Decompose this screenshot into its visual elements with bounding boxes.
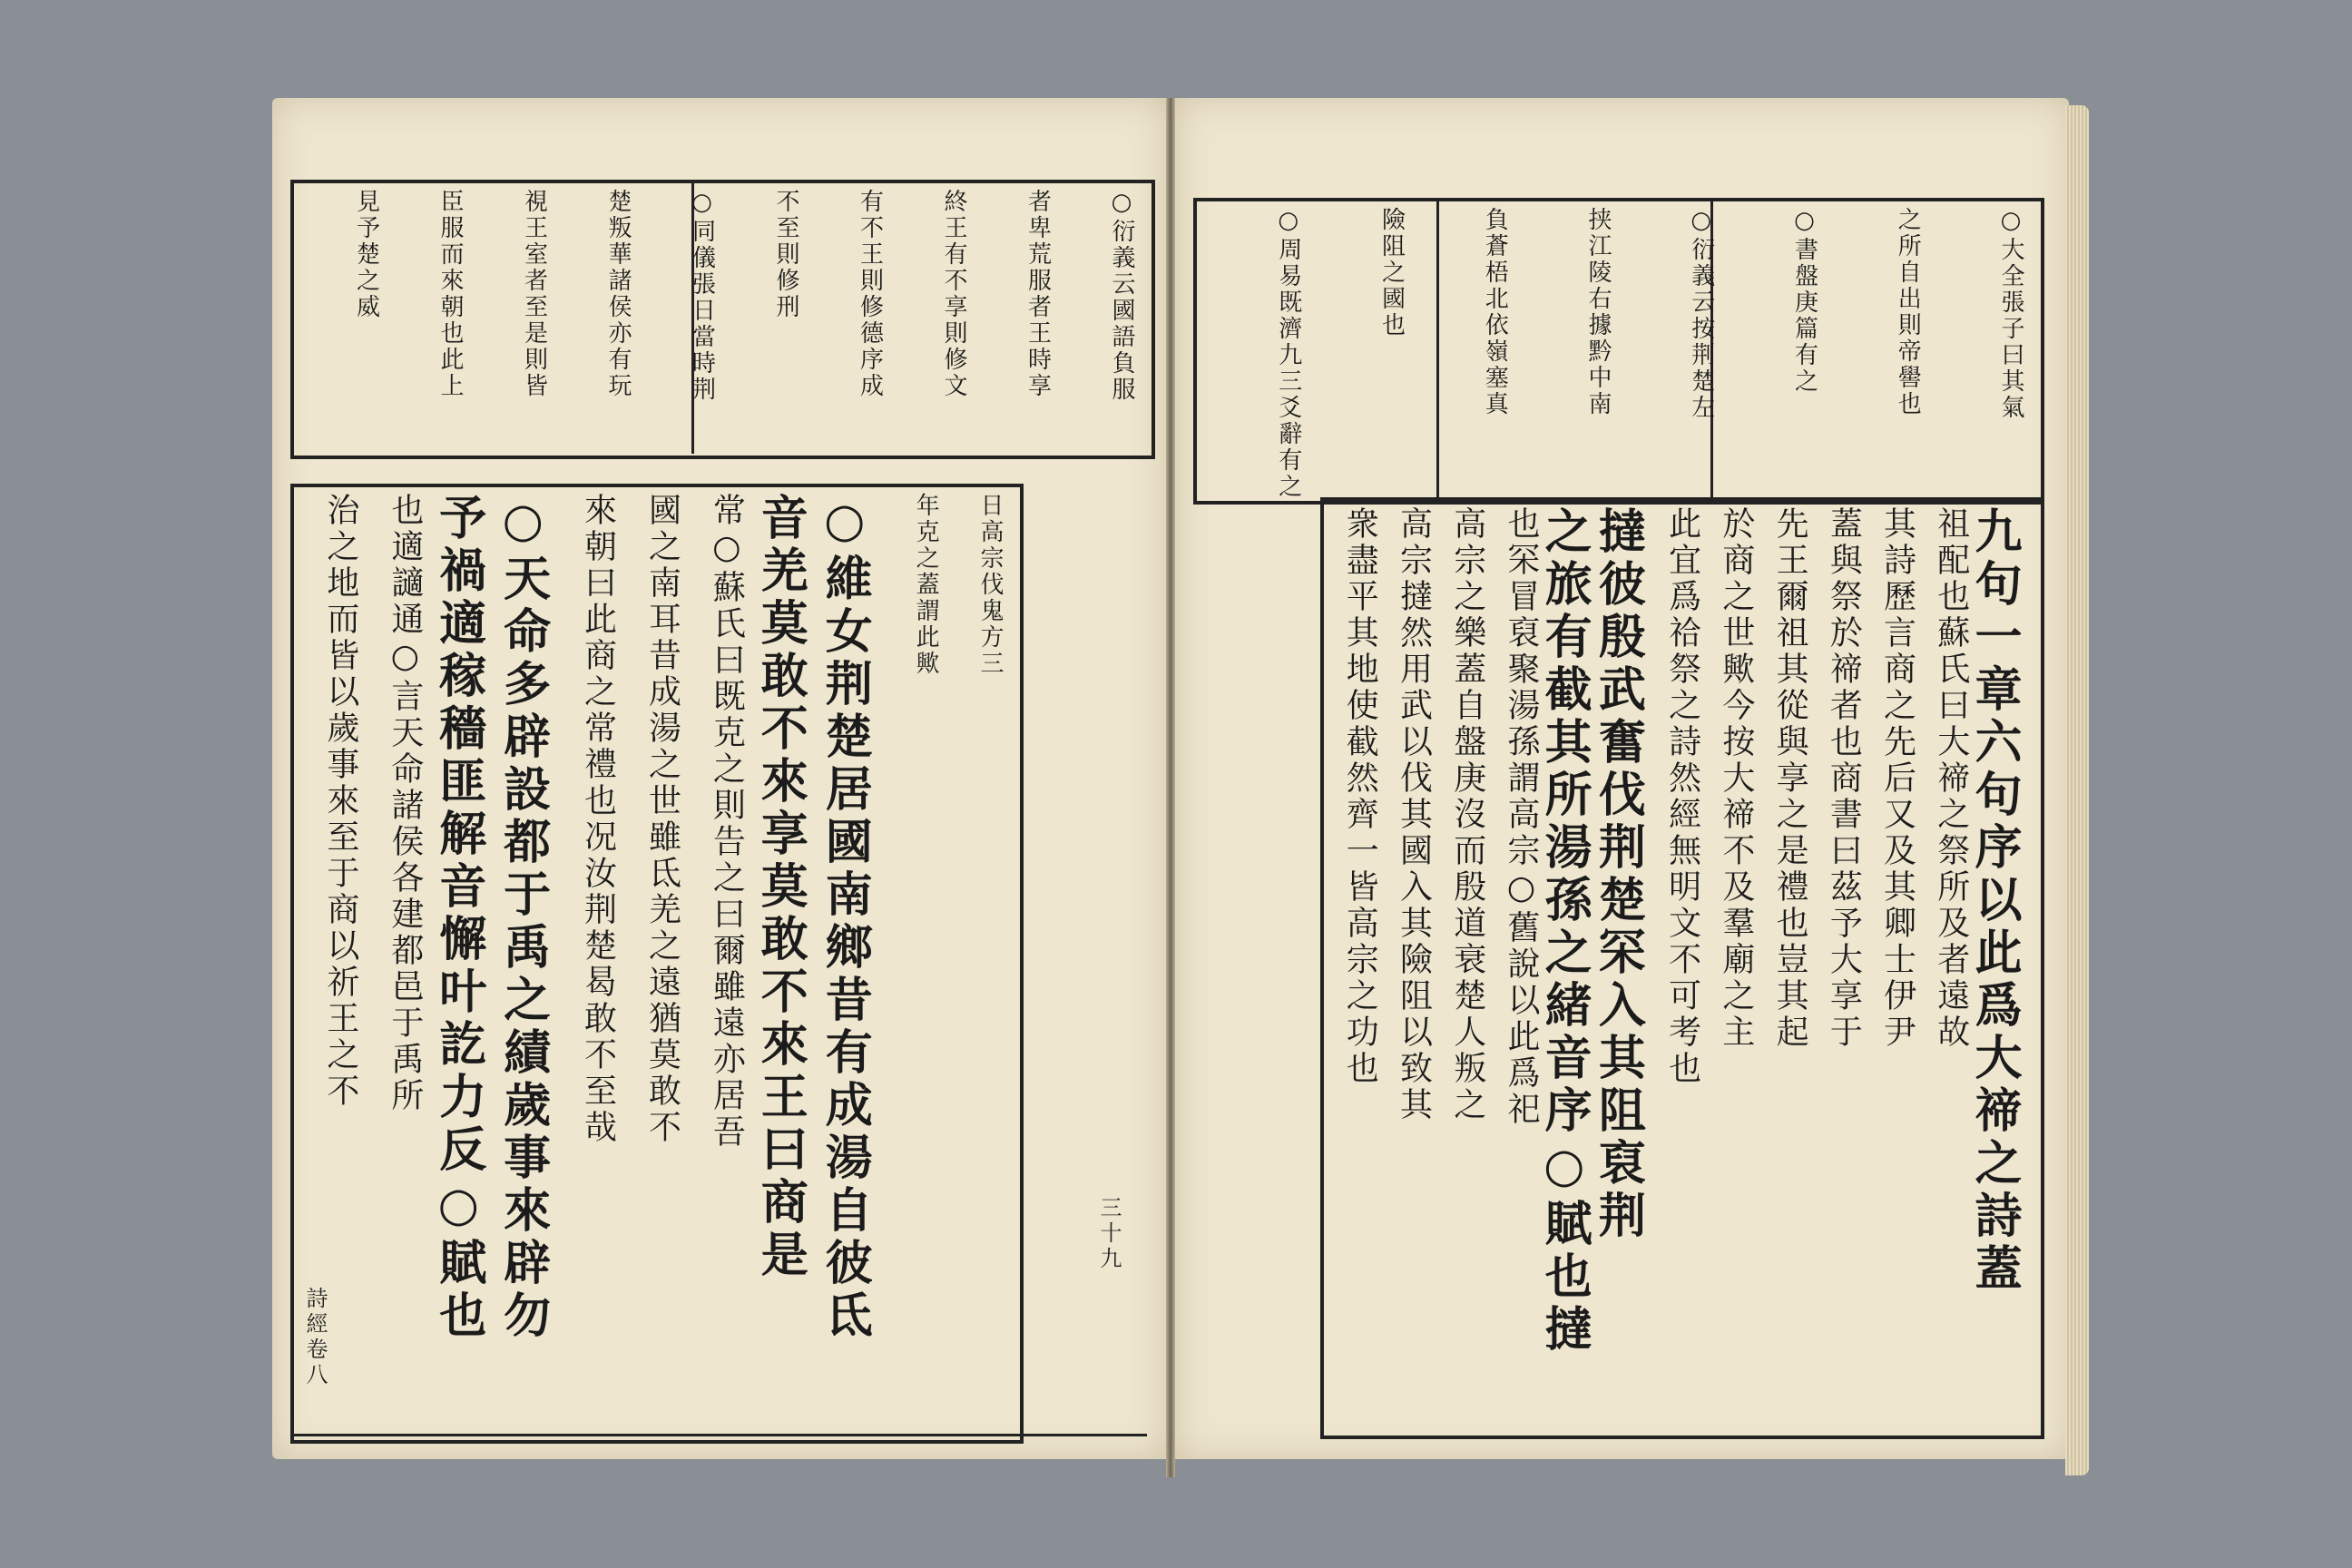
text-column: 來朝曰此商之常禮也况汝荆楚曷敢不至哉 — [579, 493, 617, 1146]
right-lower-text — [1329, 506, 2028, 1423]
text-column: ○書盤庚篇有之 — [1790, 207, 1818, 395]
text-column: 先王爾祖其從與享之是禮也豈其起 — [1771, 506, 1809, 1051]
text-column: 音羌莫敢不來享莫敢不來王曰商是 — [752, 493, 808, 1282]
open-book — [272, 98, 2069, 1486]
text-column: 年克之蓋謂此歟 — [912, 493, 940, 677]
text-column: 險阻之國也 — [1377, 207, 1406, 338]
text-column: 也罙冒裒聚湯孫謂高宗○舊說以此爲祀 — [1502, 506, 1540, 1128]
book-gutter — [1166, 98, 1175, 1477]
text-column: 此宜爲祫祭之詩然經無明文不可考也 — [1663, 506, 1701, 1087]
left-footer-page: 三十九 — [1096, 1196, 1122, 1272]
text-column: ○周易既濟九三爻辭有之 — [1274, 207, 1302, 500]
left-upper-notes — [299, 189, 1139, 447]
text-column: 高宗撻然用武以伐其國入其險阻以致其 — [1395, 506, 1433, 1123]
text-column: 負蒼梧北依嶺塞真 — [1481, 207, 1509, 417]
text-column: 之旅有截其所湯孫之緒音序○賦也撻 — [1536, 506, 1592, 1357]
text-column: 其詩歷言商之先后又及其卿士伊尹 — [1878, 506, 1916, 1051]
right-upper-notes — [1202, 207, 2028, 500]
text-column: 國之南耳昔成湯之世雖氐羌之遠猶莫敢不 — [643, 493, 681, 1146]
page-edges — [2065, 105, 2089, 1475]
right-page — [1175, 98, 2069, 1459]
text-column: 於商之世歟今按大禘不及羣廟之主 — [1717, 506, 1755, 1051]
text-column: 予禍適稼穡匪解音懈叶訖力反○賦也 — [430, 493, 486, 1343]
text-column: 有不王則修德序成 — [856, 189, 884, 399]
text-column: 撻彼殷武奮伐荆楚罙入其阻裒荆 — [1590, 506, 1646, 1243]
left-page — [272, 98, 1166, 1459]
text-column: 高宗之樂蓋自盤庚沒而殷道衰楚人叛之 — [1448, 506, 1486, 1123]
text-column: ○大全張子曰其氣 — [1997, 207, 2024, 421]
text-column: 蓋與祭於禘者也商書曰茲予大享于 — [1825, 506, 1863, 1051]
text-column: ○衍義云按荆楚左 — [1687, 207, 1715, 421]
left-footer-title: 詩經卷八 — [302, 1287, 328, 1388]
text-column: 視王室者至是則皆 — [520, 189, 548, 399]
text-column: 終王有不享則修文 — [940, 189, 967, 399]
text-column: 楚叛華諸侯亦有玩 — [604, 189, 632, 399]
text-column: ○維女荆楚居國南鄉昔有成湯自彼氐 — [817, 493, 873, 1343]
text-column: 臣服而來朝也此上 — [436, 189, 464, 399]
text-column: 也適讁通○言天命諸侯各建都邑于禹所 — [386, 493, 424, 1114]
text-column: ○同儀張日當時荆 — [688, 189, 716, 403]
text-column: 日高宗伐鬼方三 — [976, 493, 1004, 677]
text-column: 常○蘇氏曰既克之則告之曰爾雖遠亦居吾 — [708, 493, 746, 1151]
text-column: ○天命多辟設都于禹之績歲事來辟勿 — [495, 493, 551, 1343]
text-column: 見予楚之威 — [352, 189, 380, 320]
text-column: 祖配也蘇氏曰大禘之祭所及者遠故 — [1932, 506, 1970, 1051]
left-lower-text — [299, 493, 1007, 1432]
text-column: 衆盡平其地使截然齊一皆高宗之功也 — [1341, 506, 1379, 1087]
text-column: 治之地而皆以歲事來至于商以祈王之不 — [321, 493, 359, 1110]
text-column: 之所自出則帝嚳也 — [1894, 207, 1922, 417]
text-column: 不至則修刑 — [772, 189, 799, 320]
left-footer-rule — [294, 1434, 1147, 1436]
text-column: 九句一章六句序以此爲大禘之詩蓋 — [1966, 506, 2022, 1296]
text-column: 挟江陵右據黔中南 — [1584, 207, 1612, 417]
text-column: ○衍義云國語負服 — [1108, 189, 1135, 403]
text-column: 者卑荒服者王時享 — [1024, 189, 1052, 399]
